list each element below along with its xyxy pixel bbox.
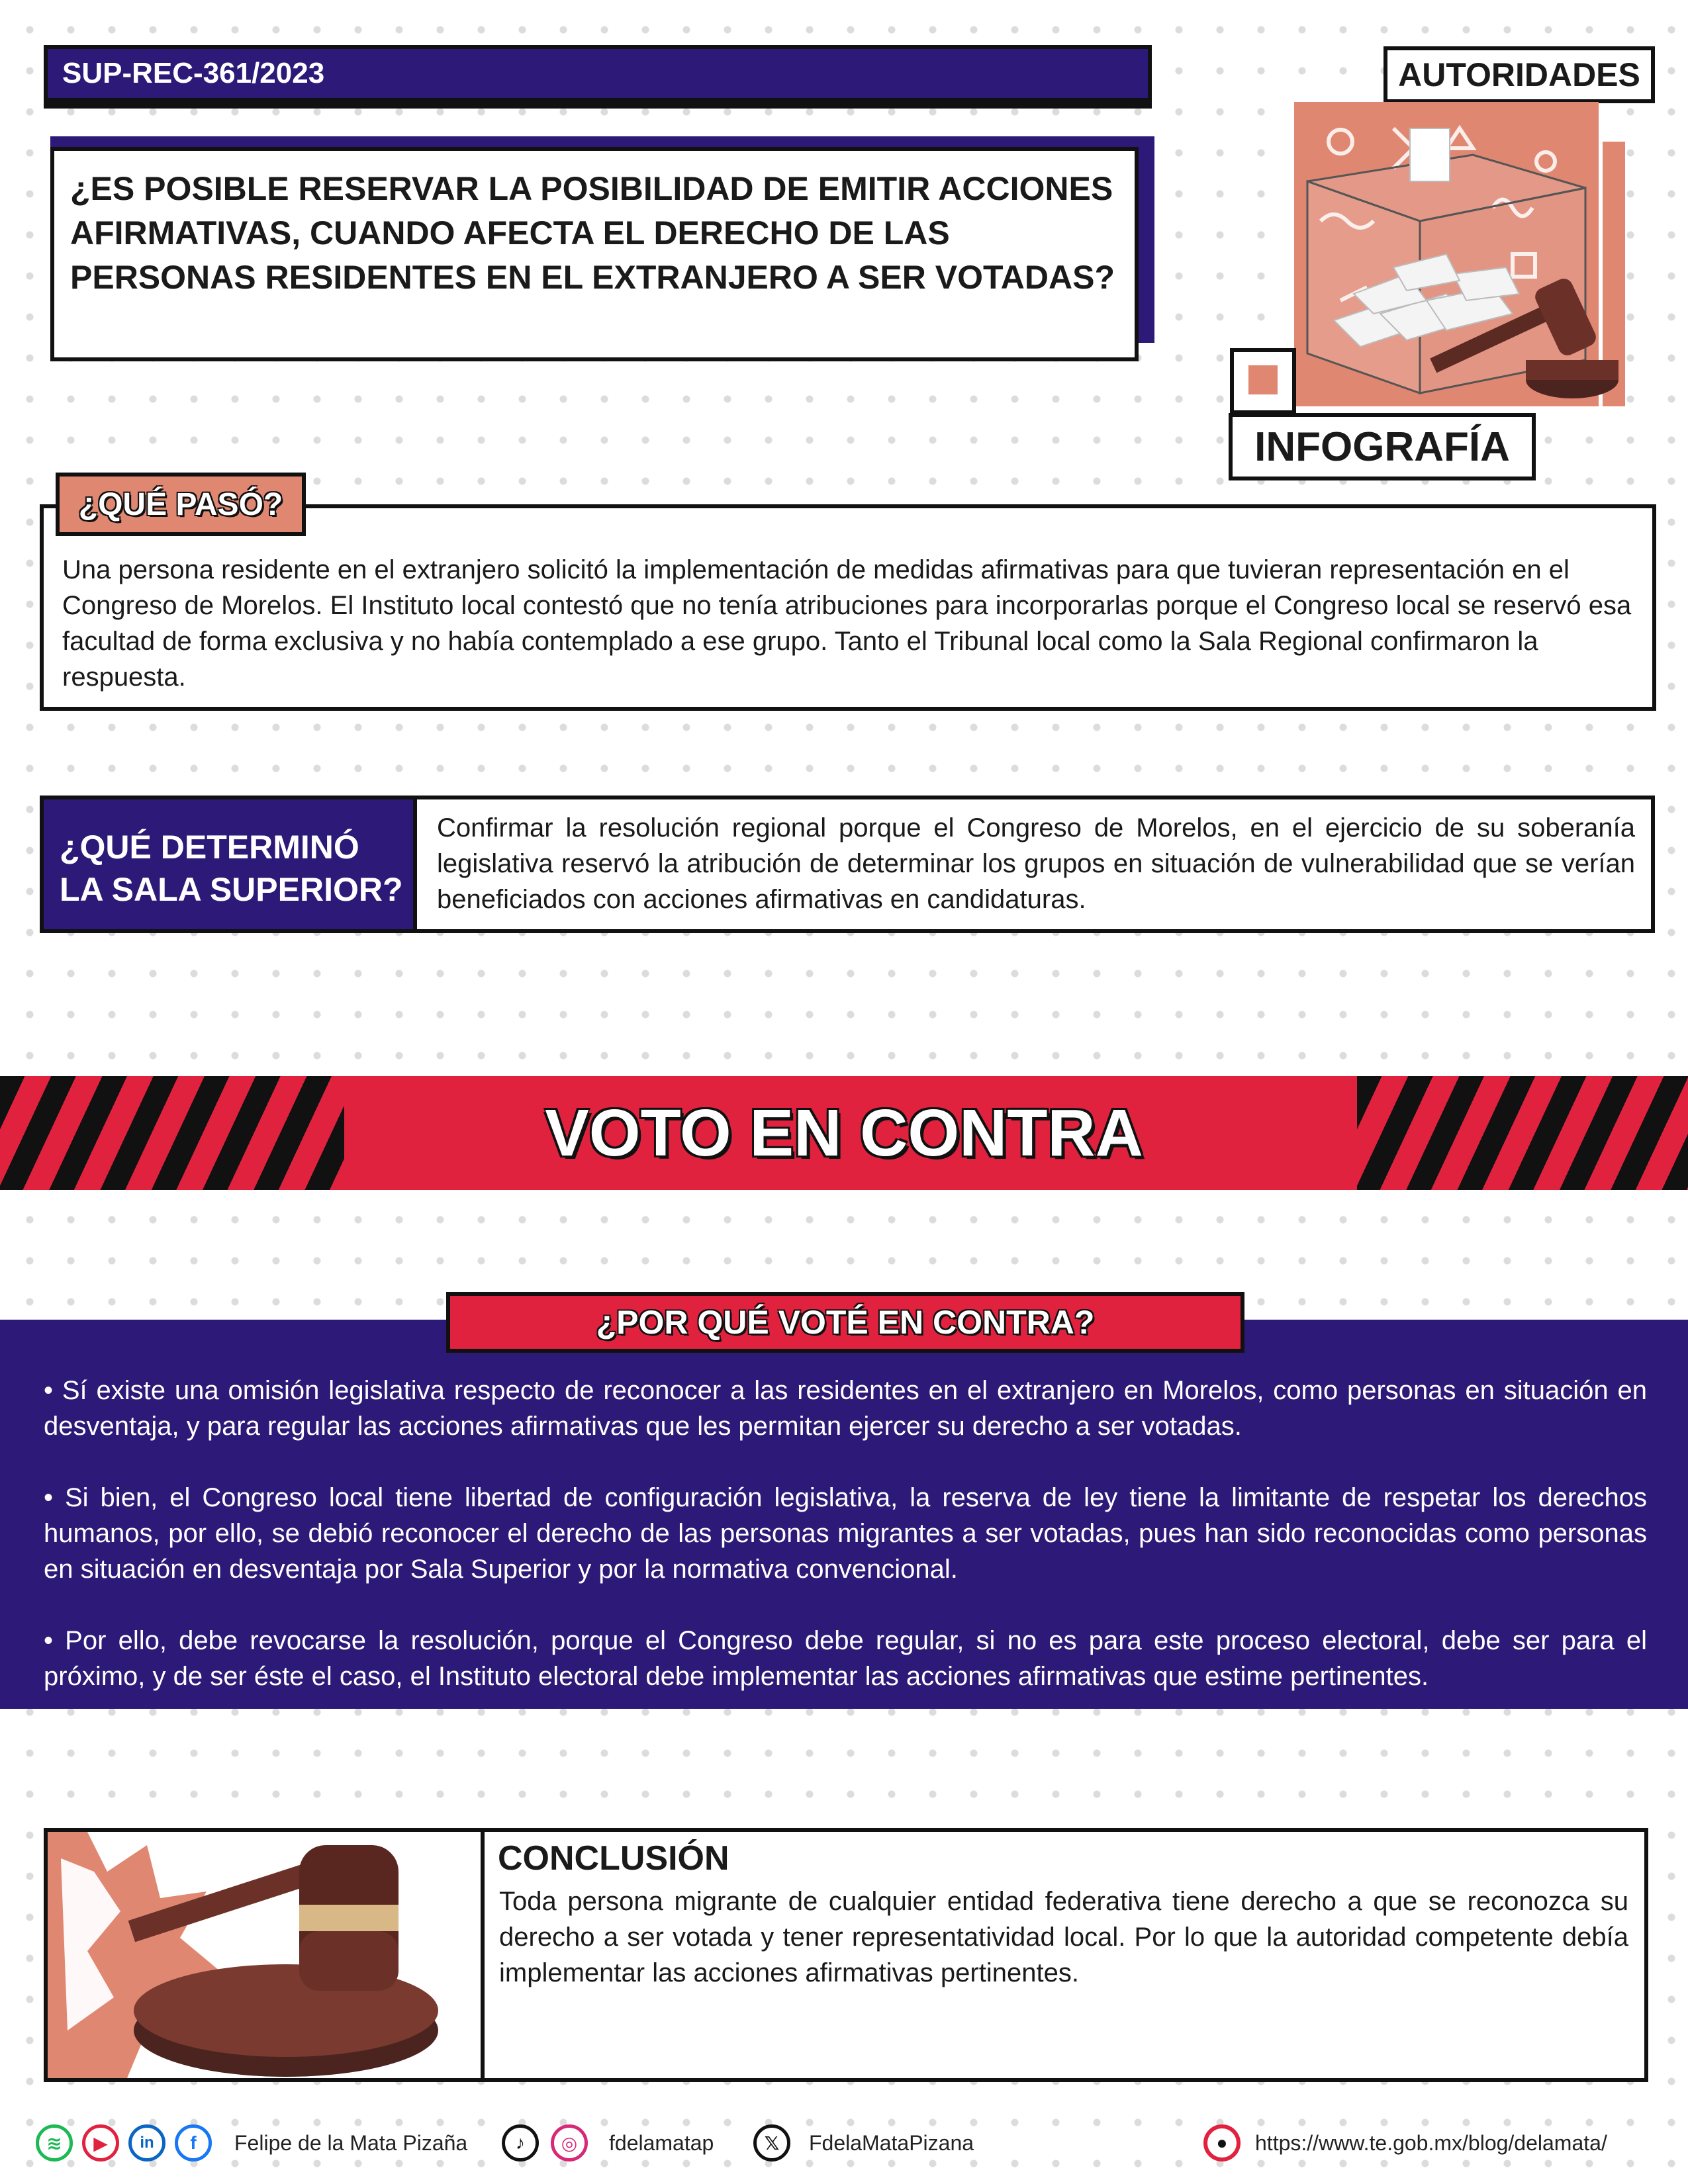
case-number: SUP-REC-361/2023 (62, 57, 325, 89)
conclusion-text: Toda persona migrante de cualquier entidad federativa tiene derecho a que se reconozca su derecho a ser votada y tener representatividad local. Por lo que la autoridad competente debía implementar las acciones afirmativas pertinentes. (499, 1887, 1628, 1987)
question-box (50, 147, 1139, 361)
linkedin-icon[interactable]: in (128, 2124, 165, 2161)
footer-name[interactable]: Felipe de la Mata Pizaña (234, 2131, 468, 2155)
que-paso-text: Una persona residente en el extranjero solicitó la implementación de medidas afirmativas para que tuvieran representación en el Congreso de Morelos. El Instituto local contestó que no tenía atribuciones para incorporarlas porque el Congreso local se reservó esa facultad de forma exclusiva y no había contemplado a ese grupo. Tanto el Tribunal local como la Sala Regional confirmaron la respuesta. (62, 555, 1632, 692)
footer (0, 2115, 1688, 2168)
footer-url[interactable]: https://www.te.gob.mx/blog/delamata/ (1255, 2131, 1607, 2155)
voto-reasons-section (0, 1320, 1688, 1709)
que-paso-tag (56, 473, 306, 536)
infografia-label (1229, 413, 1536, 480)
instagram-icon[interactable]: ◎ (551, 2124, 588, 2161)
spotify-icon[interactable]: ≋ (36, 2124, 73, 2161)
reason-2: • Si bien, el Congreso local tiene libertad de configuración legislativa, la reserva de ley tiene la limitante de respetar los derechos humanos, por ello, se debió reconocer el derecho de las personas migrantes a ser votadas, pues han sido reconocidas como personas en situación en desventaja por Sala Superior y por la normativa convencional. (44, 1483, 1647, 1584)
reason-3: • Por ello, debe revocarse la resolución, porque el Congreso debe regular, si no es para este proceso electoral, debe ser para el próximo, y de ser éste el caso, el Instituto electoral debe implementar las acciones afirmativas que estime pertinentes. (44, 1626, 1647, 1691)
question-text: ¿ES POSIBLE RESERVAR LA POSIBILIDAD DE EMITIR ACCIONES AFIRMATIVAS, CUANDO AFECTA EL DERECHO DE LAS PERSONAS RESIDENTES EN EL EXTRANJERO A SER VOTADAS? (70, 170, 1115, 296)
autoridades-text: AUTORIDADES (1398, 56, 1640, 93)
reason-1: • Sí existe una omisión legislativa respecto de reconocer a las residentes en el extranjero en Morelos, como personas en situación en desventaja, y para regular las acciones afirmativas que les permitan ejercer su derecho a ser votadas. (44, 1376, 1647, 1441)
que-paso-label: ¿QUÉ PASÓ? (78, 486, 283, 522)
tiktok-icon[interactable]: ♪ (502, 2124, 539, 2161)
ballot-box-gavel-illustration (1294, 102, 1625, 413)
voto-en-contra-banner (0, 1076, 1688, 1190)
determino-label (40, 796, 417, 933)
determino-label-line2: LA SALA SUPERIOR? (60, 871, 403, 908)
x-icon[interactable]: 𝕏 (753, 2124, 790, 2161)
autoridades-label (1383, 46, 1655, 103)
decor-square (1248, 365, 1278, 394)
por-que-tag (446, 1292, 1244, 1353)
infografia-text: INFOGRAFÍA (1254, 424, 1510, 470)
gavel-illustration (48, 1832, 485, 2078)
determino-label-line1: ¿QUÉ DETERMINÓ (60, 829, 359, 866)
banner-title: VOTO EN CONTRA (545, 1095, 1143, 1170)
search-icon[interactable]: ● (1203, 2124, 1241, 2161)
footer-handle-1[interactable]: fdelamatap (609, 2131, 714, 2155)
facebook-icon[interactable]: f (175, 2124, 212, 2161)
youtube-icon[interactable]: ▶ (82, 2124, 119, 2161)
por-que-label: ¿POR QUÉ VOTÉ EN CONTRA? (596, 1304, 1095, 1341)
determino-text: Confirmar la resolución regional porque el Congreso de Morelos, en el ejercicio de su soberanía legislativa reservó la atribución de determinar los grupos en situación de vulnerabilidad que se verían beneficiados con acciones afirmativas en candidaturas. (437, 813, 1635, 914)
footer-handle-2[interactable]: FdelaMataPizana (809, 2131, 974, 2155)
conclusion-title: CONCLUSIÓN (498, 1839, 729, 1878)
case-number-bar (44, 45, 1152, 102)
